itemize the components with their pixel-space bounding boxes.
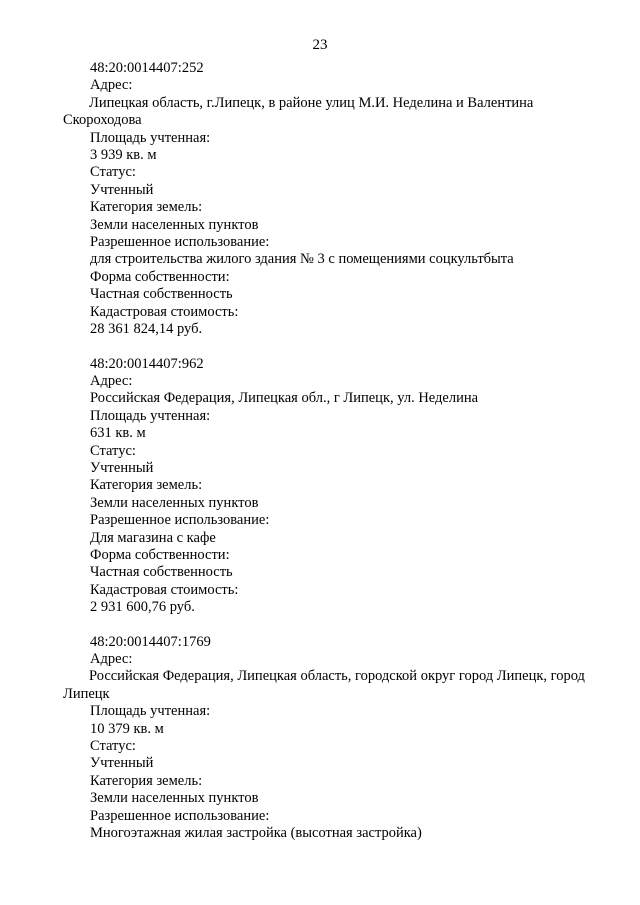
area-value: 10 379 кв. м (90, 720, 164, 737)
address-label: Адрес: (90, 77, 133, 94)
address-value (89, 668, 610, 685)
category-label: Категория земель: (90, 199, 203, 216)
ownership-label: Форма собственности: (90, 546, 230, 563)
permitted-use-value: для строительства жилого здания № 3 с помещениями соцкультбыта (90, 251, 514, 268)
permitted-use-value: Многоэтажная жилая застройка (высотная застройка) (90, 825, 422, 842)
cadastral-number: 48:20:0014407:1769 (90, 633, 211, 650)
ownership-value: Частная собственность (90, 286, 233, 303)
area-label: Площадь учтенная: (90, 703, 211, 720)
category-label: Категория земель: (90, 772, 203, 789)
area-label: Площадь учтенная: (90, 407, 211, 424)
area-label: Площадь учтенная: (90, 129, 211, 146)
address-line-1: Российская Федерация, Липецкая область, городской округ город Липецк, город (89, 668, 585, 685)
status-label: Статус: (90, 164, 136, 181)
status-label: Статус: (90, 738, 136, 755)
page-number: 23 (312, 37, 328, 53)
status-value: Учтенный (90, 459, 154, 476)
area-value: 3 939 кв. м (90, 147, 157, 164)
address-label: Адрес: (90, 651, 133, 667)
cadastral-record (63, 633, 608, 843)
permitted-use-label: Разрешенное использование: (90, 807, 270, 824)
cadastral-number: 48:20:0014407:252 (90, 60, 204, 76)
address-line-2: Скороходова (63, 112, 142, 129)
cadastral-record (63, 60, 608, 339)
category-label: Категория земель: (90, 477, 203, 494)
ownership-label: Форма собственности: (90, 268, 230, 285)
status-value: Учтенный (90, 755, 154, 772)
permitted-use-label: Разрешенное использование: (90, 512, 270, 529)
area-value: 631 кв. м (90, 425, 146, 442)
cadastral-cost-value: 28 361 824,14 руб. (90, 321, 203, 338)
permitted-use-value: Для магазина с кафе (90, 529, 216, 546)
ownership-value: Частная собственность (90, 564, 233, 581)
cadastral-record (90, 356, 608, 617)
document-body (63, 60, 608, 859)
permitted-use-label: Разрешенное использование: (90, 234, 270, 251)
cadastral-cost-label: Кадастровая стоимость: (90, 303, 239, 320)
address-value (89, 95, 610, 112)
address-value: Российская Федерация, Липецкая обл., г Липецк, ул. Неделина (90, 390, 479, 407)
category-value: Земли населенных пунктов (90, 790, 259, 807)
category-value: Земли населенных пунктов (90, 216, 259, 233)
cadastral-number: 48:20:0014407:962 (90, 355, 204, 372)
address-label: Адрес: (90, 372, 133, 389)
category-value: Земли населенных пунктов (90, 494, 259, 511)
status-value: Учтенный (90, 181, 154, 198)
status-label: Статус: (90, 442, 136, 459)
cadastral-cost-value: 2 931 600,76 руб. (90, 599, 195, 616)
address-line-1: Липецкая область, г.Липецк, в районе улиц М.И. Неделина и Валентина (89, 94, 534, 111)
cadastral-cost-label: Кадастровая стоимость: (90, 581, 239, 598)
address-line-2: Липецк (63, 685, 110, 702)
